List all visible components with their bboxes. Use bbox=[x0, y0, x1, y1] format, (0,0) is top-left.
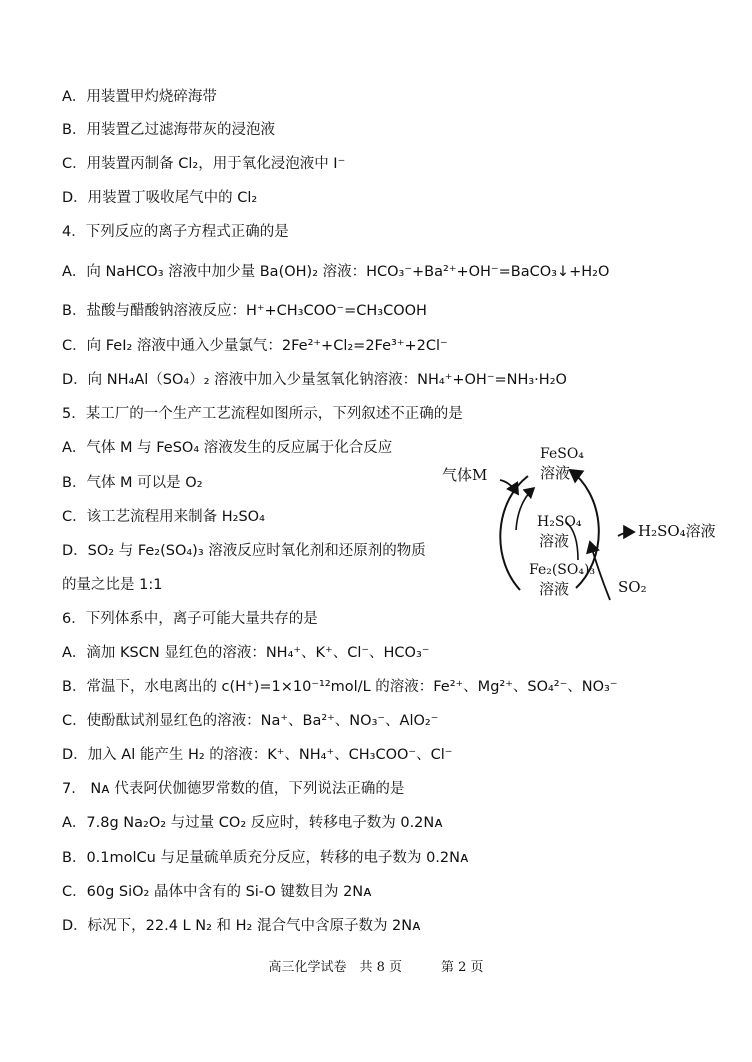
fe2so43-solution-label: 溶液 bbox=[539, 580, 570, 598]
q7-option-d: D．标况下，22.4 L N₂ 和 H₂ 混合气中含原子数为 2Nᴀ bbox=[62, 918, 421, 934]
q5-stem: 5．某工厂的一个生产工艺流程如图所示，下列叙述不正确的是 bbox=[62, 406, 463, 422]
q4-option-b: B．盐酸与醋酸钠溶液反应：H⁺+CH₃COO⁻=CH₃COOH bbox=[62, 303, 427, 319]
q6-stem: 6．下列体系中，离子可能大量共存的是 bbox=[62, 611, 318, 627]
q4-stem: 4．下列反应的离子方程式正确的是 bbox=[62, 224, 289, 240]
q7-option-c: C．60g SiO₂ 晶体中含有的 Si-O 键数目为 2Nᴀ bbox=[62, 884, 372, 900]
h2so4-inner-label: H₂SO₄ bbox=[537, 514, 582, 530]
q5-option-d-cont: 的量之比是 1:1 bbox=[62, 577, 163, 593]
feso4-label: FeSO₄ bbox=[540, 446, 584, 462]
gas-m-arrow bbox=[500, 480, 518, 494]
q3-option-b: B．用装置乙过滤海带灰的浸泡液 bbox=[62, 122, 275, 138]
q5-option-b: B．气体 M 可以是 O₂ bbox=[62, 475, 203, 491]
product-label: H₂SO₄溶液 bbox=[638, 522, 716, 540]
feso4-solution-label: 溶液 bbox=[540, 464, 571, 482]
q6-option-c: C．使酚酞试剂显红色的溶液：Na⁺、Ba²⁺、NO₃⁻、AlO₂⁻ bbox=[62, 713, 439, 729]
page-footer: 高三化学试卷 共 8 页 第 2 页 bbox=[268, 960, 484, 975]
q3-option-d: D．用装置丁吸收尾气中的 Cl₂ bbox=[62, 190, 258, 206]
so2-label: SO₂ bbox=[618, 578, 647, 596]
cycle-arc-left bbox=[500, 476, 528, 590]
product-arrow bbox=[618, 532, 634, 536]
q3-option-c: C．用装置丙制备 Cl₂，用于氧化浸泡液中 I⁻ bbox=[62, 156, 346, 172]
q5-option-c: C．该工艺流程用来制备 H₂SO₄ bbox=[62, 509, 265, 525]
process-flow-diagram bbox=[438, 440, 728, 620]
q7-option-b: B．0.1molCu 与足量硫单质充分反应，转移的电子数为 0.2Nᴀ bbox=[62, 850, 469, 866]
q7-option-a: A．7.8g Na₂O₂ 与过量 CO₂ 反应时，转移电子数为 0.2Nᴀ bbox=[62, 815, 443, 831]
gas-m-label: 气体M bbox=[442, 466, 488, 484]
h2so4-inner-solution-label: 溶液 bbox=[539, 532, 570, 550]
q7-stem: 7. Nᴀ 代表阿伏伽德罗常数的值，下列说法正确的是 bbox=[62, 781, 405, 797]
q6-option-b: B．常温下，水电离出的 c(H⁺)=1×10⁻¹²mol/L 的溶液：Fe²⁺、Mg²⁺、SO₄²⁻、NO₃⁻ bbox=[62, 679, 618, 695]
q6-option-d: D．加入 Al 能产生 H₂ 的溶液：K⁺、NH₄⁺、CH₃COO⁻、Cl⁻ bbox=[62, 747, 453, 763]
inner-arrow-up bbox=[516, 488, 534, 530]
fe2so43-label: Fe₂(SO₄)₃ bbox=[529, 562, 596, 578]
q6-option-a: A．滴加 KSCN 显红色的溶液：NH₄⁺、K⁺、Cl⁻、HCO₃⁻ bbox=[62, 645, 430, 661]
q4-option-c: C．向 FeI₂ 溶液中通入少量氯气：2Fe²⁺+Cl₂=2Fe³⁺+2Cl⁻ bbox=[62, 338, 448, 354]
q3-option-a: A．用装置甲灼烧碎海带 bbox=[62, 89, 217, 105]
q5-option-d: D．SO₂ 与 Fe₂(SO₄)₃ 溶液反应时氧化剂和还原剂的物质 bbox=[62, 543, 426, 559]
q4-option-a: A．向 NaHCO₃ 溶液中加少量 Ba(OH)₂ 溶液：HCO₃⁻+Ba²⁺+OH⁻=BaCO₃↓+H₂O bbox=[62, 264, 610, 280]
q4-option-d: D．向 NH₄Al（SO₄）₂ 溶液中加入少量氢氧化钠溶液：NH₄⁺+OH⁻=NH₃·H₂O bbox=[62, 372, 567, 388]
q5-option-a: A．气体 M 与 FeSO₄ 溶液发生的反应属于化合反应 bbox=[62, 440, 393, 456]
